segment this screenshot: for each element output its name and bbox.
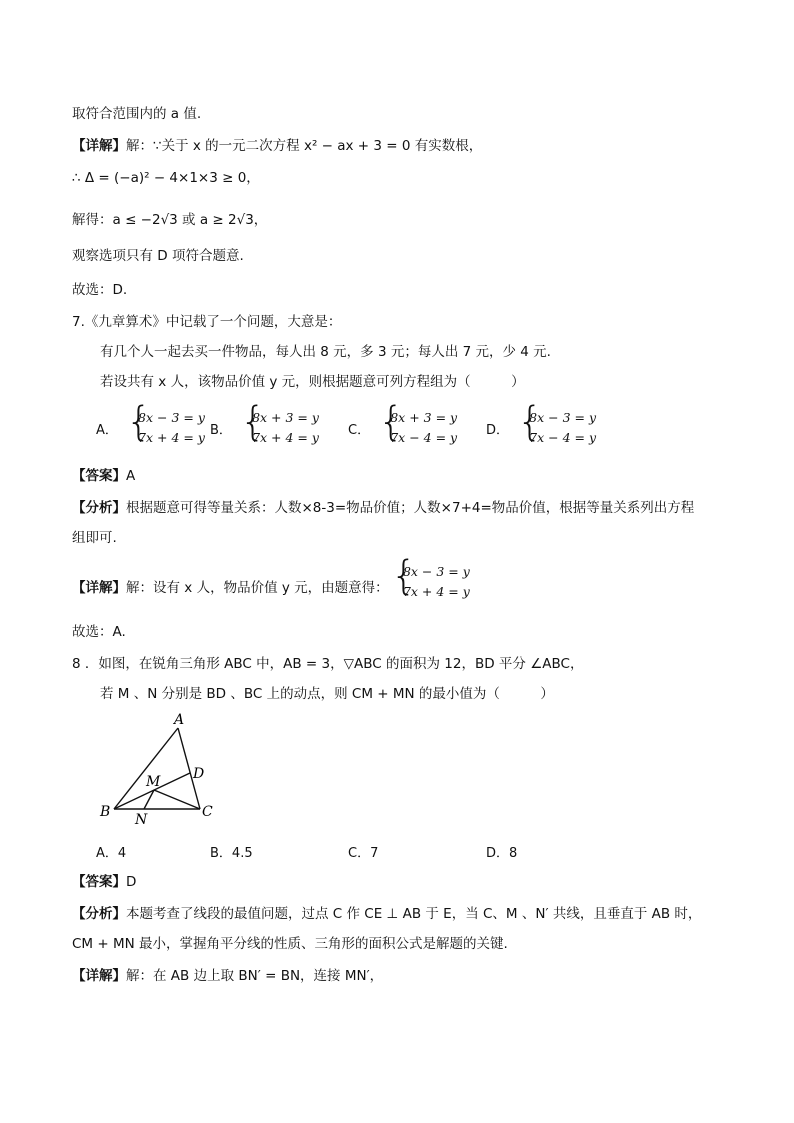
label-d: D: [193, 766, 205, 782]
equation: 7x − 4 = y: [529, 430, 597, 445]
question-7-body: 若设共有 x 人，该物品价值 y 元，则根据题意可列方程组为（ ）: [100, 374, 525, 390]
option-c[interactable]: [348, 408, 457, 448]
option-c[interactable]: C．7: [348, 846, 379, 861]
text-line: 取符合范围内的 a 值.: [72, 106, 202, 122]
section-tag: 【详解】: [72, 580, 126, 596]
option-d[interactable]: [486, 408, 596, 448]
text-line: 故选：D.: [72, 282, 128, 298]
text-line: 故选：A.: [72, 624, 126, 640]
label-c: C: [202, 804, 213, 820]
text-span: 解：设有 x 人，物品价值 y 元，由题意得：: [126, 580, 389, 596]
analysis-line: [72, 904, 701, 924]
option-letter: B．: [210, 422, 232, 438]
option-b[interactable]: [210, 408, 319, 448]
text-span: 解：∵关于 x 的一元二次方程 x² − ax + 3 = 0 有实数根，: [126, 138, 483, 154]
detail-line: [72, 564, 470, 602]
analysis-line: 组即可.: [72, 530, 117, 546]
label-n: N: [135, 812, 148, 828]
text-line: [72, 136, 482, 156]
math-line: ∴ Δ = (−a)² − 4×1×3 ≥ 0，: [72, 170, 260, 186]
label-a: A: [174, 712, 185, 728]
answer-line: [72, 466, 135, 486]
equation: { 8x + 3 = y: [390, 410, 458, 425]
segment-cm: [154, 790, 200, 809]
option-b[interactable]: B．4.5: [210, 846, 253, 861]
equation-system: [393, 562, 470, 602]
option-letter: A．: [96, 422, 118, 438]
text-span: 根据题意可得等量关系：人数×8-3=物品价值；人数×7+4=物品价值，根据等量关系列出方程: [126, 500, 695, 516]
detail-line: [72, 966, 383, 986]
equation: { 8x − 3 = y: [529, 410, 597, 425]
equation: 7x − 4 = y: [390, 430, 458, 445]
answer-line: [72, 872, 136, 892]
text-span: 解：在 AB 边上取 BN′ = BN，连接 MN′，: [126, 968, 384, 984]
answer-value: A: [126, 468, 136, 484]
equation-system: [128, 408, 205, 448]
analysis-line: CM + MN 最小，掌握角平分线的性质、三角形的面积公式是解题的关键.: [72, 936, 508, 952]
question-7-body: 有几个人一起去买一件物品，每人出 8 元，多 3 元；每人出 7 元，少 4 元.: [100, 344, 551, 360]
section-tag: 【详解】: [72, 138, 126, 154]
equation: 7x + 4 = y: [252, 430, 319, 445]
section-tag: 【详解】: [72, 968, 126, 984]
text-span: 本题考查了线段的最值问题，过点 C 作 CE ⊥ AB 于 E，当 C、M 、N′ 共线，且垂直于 AB 时，: [126, 906, 702, 922]
answer-value: D: [126, 874, 137, 890]
section-tag: 【分析】: [72, 500, 126, 516]
triangle-figure: [96, 712, 236, 830]
option-letter: D．: [486, 422, 510, 438]
section-tag: 【答案】: [72, 468, 126, 484]
text-line: 观察选项只有 D 项符合题意.: [72, 248, 244, 264]
equation: { 8x + 3 = y: [252, 410, 319, 425]
question-8-title: 8 ．如图，在锐角三角形 ABC 中，AB = 3，▽ABC 的面积为 12，BD 平分 ∠ABC，: [72, 656, 584, 672]
equation: 7x + 4 = y: [138, 430, 205, 445]
math-line: 解得：a ≤ −2√3 或 a ≥ 2√3，: [72, 212, 268, 228]
option-a[interactable]: A．4: [96, 846, 127, 861]
section-tag: 【分析】: [72, 906, 126, 922]
analysis-line: [72, 498, 694, 518]
equation-system: [519, 408, 596, 448]
option-d[interactable]: D．8: [486, 846, 518, 861]
label-m: M: [146, 774, 161, 790]
equation-system: [242, 408, 319, 448]
label-b: B: [100, 804, 111, 820]
question-8-body: 若 M 、N 分别是 BD 、BC 上的动点，则 CM + MN 的最小值为（ ）: [100, 686, 554, 702]
equation: { 8x − 3 = y: [138, 410, 205, 425]
equation-system: [380, 408, 457, 448]
equation: 7x + 4 = y: [402, 584, 470, 599]
section-tag: 【答案】: [72, 874, 126, 890]
question-7-title: 7.《九章算术》中记载了一个问题，大意是：: [72, 314, 342, 330]
segment-ab: [114, 728, 178, 809]
option-a[interactable]: [96, 408, 205, 448]
option-letter: C．: [348, 422, 371, 438]
equation: { 8x − 3 = y: [402, 564, 470, 579]
